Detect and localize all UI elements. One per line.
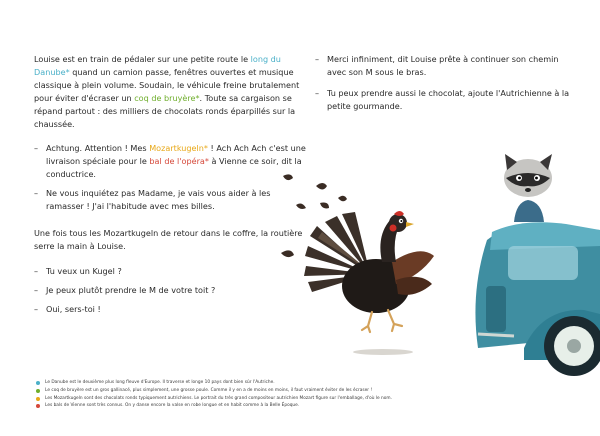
blue-truck — [475, 222, 600, 376]
dialogue-line-4: – Je peux plutôt prendre le M de votre toit ? — [34, 284, 216, 295]
dialogue-line-2: – Ne vous inquiétez pas Madame, je vais vous aider à les ramasser ! J'ai l'habitude avec mes billes. — [34, 188, 271, 212]
dialogue-line-5: – Oui, sers-toi ! — [34, 303, 101, 314]
story-paragraph-2: Une fois tous les Mozartkugeln de retour dans le coffre, la routière serre la main à Louise. — [34, 227, 303, 251]
footnote-coq: Le coq de bruyère est un gros gallinacé, plus simplement, une grosse poule. Comme il y en a de moins en moins, il faut vraiment éviter de les écraser ! — [36, 387, 556, 395]
dialogue-dash: – — [34, 284, 39, 295]
truck-wheel-hub — [567, 339, 581, 353]
turkey-leg-left — [362, 312, 372, 332]
left-column — [34, 53, 306, 322]
dialogue-dash: – — [34, 303, 39, 314]
truck-grille — [486, 286, 506, 332]
turkey-beak — [406, 222, 414, 227]
truck-roof — [490, 222, 600, 250]
dialogue-dash: – — [315, 87, 320, 98]
dialogue-line-3: – Tu veux un Kugel ? — [34, 265, 122, 276]
dialogue-dash: – — [34, 265, 39, 276]
footnote-mozartkugeln: Les Mozartkugeln sont des chocolats ronds typiquement autrichiens. Le portrait du très grand compositeur autrichien Mozart figure sur l'emballage, d'où le nom. — [36, 395, 556, 403]
turkey-shadow — [353, 349, 413, 355]
right-column — [315, 53, 577, 119]
feather — [316, 183, 327, 190]
turkey-leg-right — [388, 310, 402, 331]
term-coq-de-bruyere: coq de bruyère* — [134, 92, 200, 103]
raccoon-driver — [504, 154, 552, 222]
raccoon-nose — [525, 188, 531, 192]
term-danube: long du Danube* — [34, 54, 281, 77]
turkey-bird — [304, 211, 434, 355]
turkey-wattle — [390, 225, 397, 232]
raccoon-pupil-left — [518, 177, 521, 180]
dialogue-line-right-1: – Merci infiniment, dit Louise prête à continuer son chemin avec son M sous le bras. — [315, 54, 559, 77]
footnote-bullet-icon — [36, 404, 40, 408]
term-mozartkugeln: Mozartkugeln* — [149, 143, 208, 154]
raccoon-body — [514, 200, 544, 222]
footnote-bullet-icon — [36, 381, 40, 385]
turkey-pupil — [400, 220, 402, 222]
footnote-danube: Le Danube est le deuxième plus long fleuve d'Europe. Il traverse et longe 10 pays dont bien sûr l'Autriche. — [36, 379, 556, 387]
footnotes — [36, 379, 556, 410]
dialogue-dash: – — [34, 143, 39, 154]
dialogue-dash: – — [315, 54, 320, 64]
turkey-wing-2 — [396, 277, 432, 295]
raccoon-pupil-right — [535, 177, 538, 180]
feather — [338, 196, 347, 202]
footnote-bullet-icon — [36, 389, 40, 393]
story-paragraph-1: Louise est en train de pédaler sur une petite route le long du Danube* quand un camion passe, fenêtres ouvertes et musique classique à plein volume. Soudain, le véhicule freine brutalement pour éviter d'écraser un coq de bruyère*. Toute sa cargaison se répand partout : des milliers de chocolats ronds éparpillés sur la chaussée. — [34, 54, 300, 129]
truck-window — [508, 246, 578, 280]
dialogue-dash: – — [34, 188, 39, 199]
dialogue-line-right-2: – Tu peux prendre aussi le chocolat, ajoute l'Autrichienne à la petite gourmande. — [315, 87, 570, 111]
footnote-bal: Les bals de Vienne sont très connus. On y danse encore la valse en robe longue et en habit comme à la Belle Époque. — [36, 402, 556, 410]
truck-bumper — [478, 334, 514, 336]
term-bal-de-lopera: bal de l'opéra* — [149, 156, 209, 167]
dialogue-line-1: – Achtung. Attention ! Mes Mozartkugeln* ! Ach Ach Ach c'est une livraison spéciale pour le bal de l'opéra* à Vienne ce soir, dit la conductrice. — [34, 143, 306, 180]
footnote-bullet-icon — [36, 397, 40, 401]
feather — [320, 203, 329, 209]
